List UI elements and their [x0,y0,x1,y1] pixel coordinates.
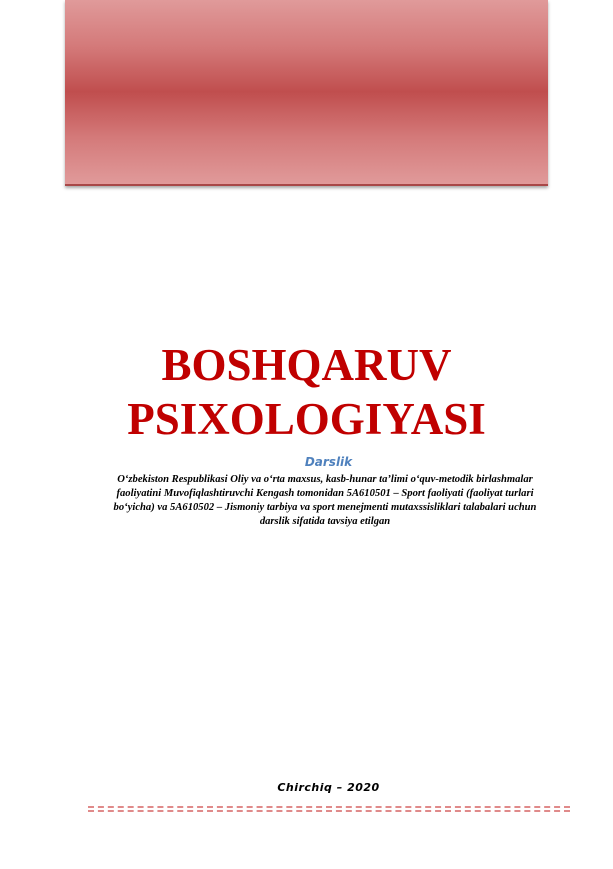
subtitle: Darslik [304,455,353,469]
title-line-1: BOSHQARUV [161,340,452,390]
title-line-2: PSIXOLOGIYASI [127,394,486,444]
header-banner [65,0,548,186]
place-year: Chirchiq – 2020 [277,781,380,794]
title-block [0,338,613,446]
description: O‘zbekiston Respublikasi Oliy va o‘rta maxsus, kasb-hunar ta’limi o‘quv-metodik birlashmalar faoliyatini Muvofiqlashtiruvchi Kengash tomonidan 5A610501 – Sport faoliyati (faoliyat turlari bo‘yicha) va 5A610502 – Jismoniy tarbiya va sport menejmenti mutaxssisliklari talabalari uchun darslik sifatida tavsiya etilgan [113,474,537,527]
footer-divider [88,806,570,812]
